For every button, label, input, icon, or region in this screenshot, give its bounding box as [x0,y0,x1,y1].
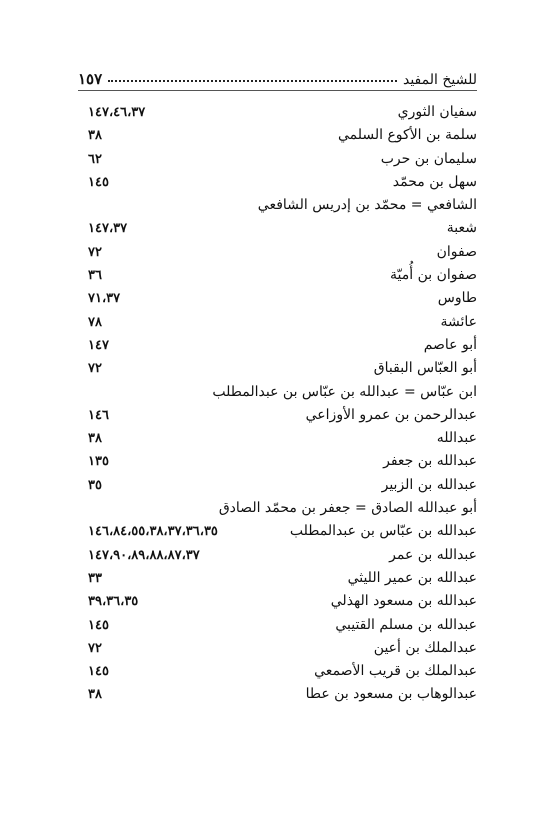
entry-name: صفوان [436,243,477,260]
index-entry [78,497,477,520]
entry-pages: ١٤٥ [88,174,109,190]
entry-pages: ٣٨ [88,128,102,144]
index-entry [78,194,477,217]
index-entry [78,637,477,660]
entry-pages: ١٣٥ [88,454,109,470]
index-entry [78,381,477,404]
entry-name: عبدالله بن عبّاس بن عبدالمطلب [289,523,477,540]
index-list [78,101,477,707]
entry-name: سفيان الثوري [397,104,477,120]
entry-name: عبدالله بن جعفر [383,453,477,470]
entry-name: عبدالرحمن بن عمرو الأوزاعي [305,406,477,423]
entry-name: عبدالله [436,430,477,447]
index-entry [78,334,477,357]
entry-name: عبدالملك بن أعين [373,639,477,656]
index-entry [78,544,477,567]
entry-name: عبدالله بن عمر [389,546,477,563]
index-entry [78,241,477,264]
entry-pages: ٣٨ [88,431,102,447]
entry-name: عبدالله بن عمير الليثي [347,569,477,586]
entry-name: الشافعي = محمّد بن إدريس الشافعي [257,197,477,214]
entry-name: صفوان بن أُميّة [390,267,477,284]
entry-pages: ١٤٧ [88,337,109,353]
entry-pages: ١٤٥ [88,617,109,633]
header-title: للشيخ المفيد [402,72,477,88]
page-number: ١٥٧ [78,70,103,88]
entry-pages: ٣٥ [88,477,102,493]
index-entry [78,590,477,613]
entry-name: طاوس [437,290,477,307]
entry-name: ابن عبّاس = عبدالله بن عبّاس بن عبدالمطلب [212,383,477,400]
index-entry [78,660,477,683]
entry-name: سليمان بن حرب [380,150,477,167]
running-header [78,60,477,88]
index-entry [78,287,477,310]
entry-pages: ٧٨ [88,314,102,330]
entry-pages: ٣٨ [88,687,102,703]
entry-pages: ٦٢ [88,151,102,167]
index-entry [78,614,477,637]
index-entry [78,124,477,147]
entry-pages: ١٤٧،٣٧ [88,221,128,237]
header-dot-leader [108,80,397,82]
index-entry [78,427,477,450]
index-entry [78,101,477,124]
entry-name: عائشة [440,313,477,330]
entry-pages: ٧١،٣٧ [88,291,121,307]
index-entry [78,264,477,287]
entry-pages: ١٤٦ [88,407,109,423]
index-entry [78,171,477,194]
index-entry [78,148,477,171]
entry-name: أبو عاصم [423,336,477,353]
entry-name: أبو عبدالله الصادق = جعفر بن محمّد الصادق [218,500,477,517]
entry-pages: ٣٣ [88,570,102,586]
entry-name: أبو العبّاس البقباق [373,360,477,377]
index-entry [78,311,477,334]
entry-pages: ٧٢ [88,244,102,260]
header-rule [78,90,477,91]
entry-name: سهل بن محمّد [392,173,477,190]
entry-pages: ٧٢ [88,640,102,656]
entry-pages: ١٤٦،٨٤،٥٥،٣٨،٣٧،٣٦،٣٥ [88,524,218,540]
entry-name: عبدالله بن الزبير [381,476,477,493]
entry-name: عبدالله بن مسلم القتيبي [335,616,477,633]
index-entry [78,357,477,380]
entry-pages: ٣٦ [88,268,102,284]
entry-name: شعبة [446,220,477,237]
index-entry [78,683,477,706]
entry-pages: ٧٢ [88,361,102,377]
entry-name: عبدالملك بن قريب الأصمعي [314,663,477,680]
index-entry [78,450,477,473]
entry-pages: ١٤٧،٩٠،٨٩،٨٨،٨٧،٣٧ [88,547,200,563]
entry-pages: ٣٩،٣٦،٣٥ [88,594,139,610]
index-entry [78,404,477,427]
entry-name: عبدالوهاب بن مسعود بن عطا [305,686,477,703]
entry-name: سلمة بن الأكوع السلمي [337,127,477,144]
entry-pages: ١٤٥ [88,664,109,680]
entry-name: عبدالله بن مسعود الهذلي [330,593,477,610]
index-entry [78,567,477,590]
index-entry [78,217,477,240]
entry-pages: ١٤٧،٤٦،٣٧ [88,105,146,120]
index-entry [78,474,477,497]
index-entry [78,520,477,543]
